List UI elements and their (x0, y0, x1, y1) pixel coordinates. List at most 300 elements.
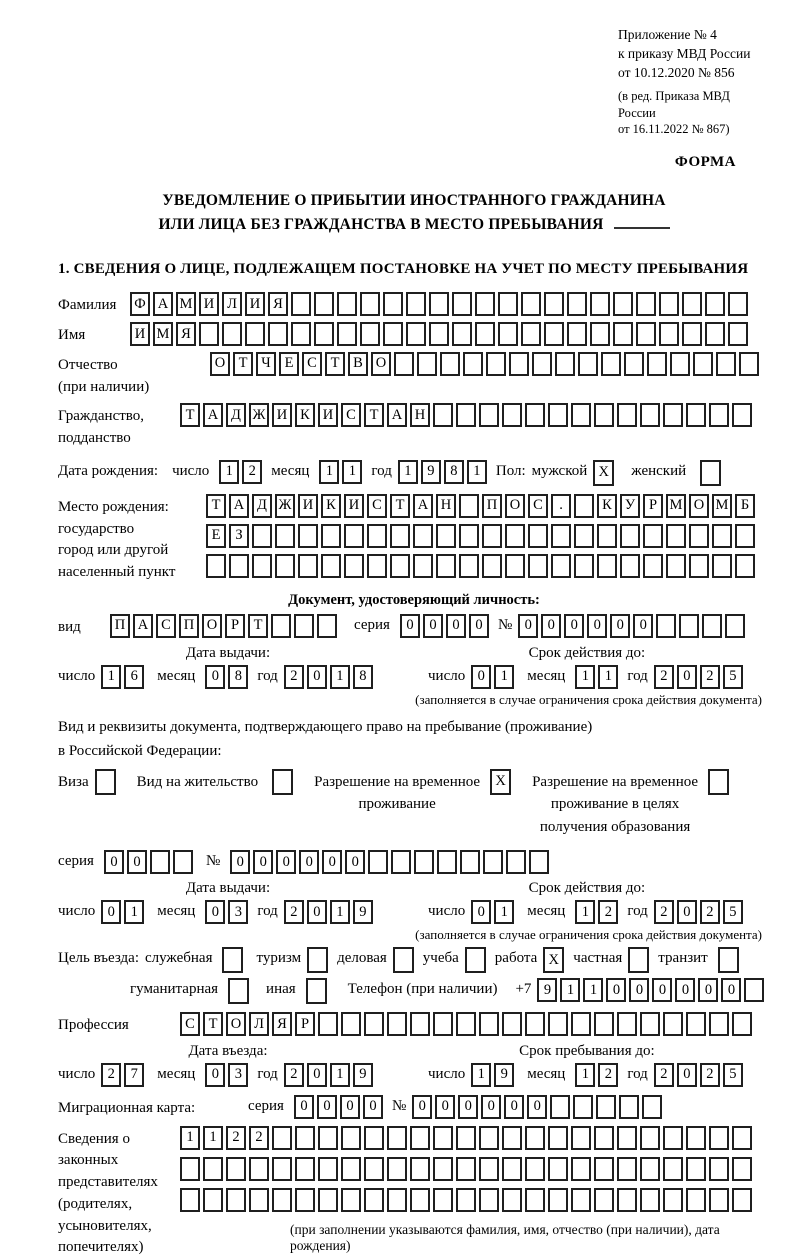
form-cell[interactable] (344, 554, 364, 578)
form-cell[interactable]: 2 (242, 460, 262, 484)
form-cell[interactable]: С (156, 614, 176, 638)
form-cell[interactable] (456, 1188, 476, 1212)
form-cell[interactable]: 2 (654, 665, 674, 689)
form-cell[interactable] (314, 322, 334, 346)
form-cell[interactable] (702, 614, 722, 638)
form-cell[interactable] (597, 554, 617, 578)
form-cell[interactable]: З (229, 524, 249, 548)
form-cell[interactable] (429, 322, 449, 346)
form-cell[interactable]: 1 (467, 460, 487, 484)
form-cell[interactable]: 0 (675, 978, 695, 1002)
form-cell[interactable] (452, 292, 472, 316)
form-cell[interactable]: И (318, 403, 338, 427)
form-cell[interactable]: 5 (723, 900, 743, 924)
form-cell[interactable] (548, 1012, 568, 1036)
form-cell[interactable] (475, 292, 495, 316)
form-cell[interactable] (364, 1012, 384, 1036)
form-cell[interactable] (275, 524, 295, 548)
form-cell[interactable]: 0 (610, 614, 630, 638)
form-cell[interactable]: Я (272, 1012, 292, 1036)
form-cell[interactable] (679, 614, 699, 638)
form-cell[interactable]: Т (325, 352, 345, 376)
form-cell[interactable] (459, 554, 479, 578)
form-cell[interactable]: 6 (124, 665, 144, 689)
form-cell[interactable] (337, 292, 357, 316)
form-cell[interactable]: О (202, 614, 222, 638)
form-cell[interactable] (252, 524, 272, 548)
form-cell[interactable]: М (176, 292, 196, 316)
form-cell[interactable]: П (110, 614, 130, 638)
form-cell[interactable] (693, 352, 713, 376)
form-cell[interactable] (550, 1095, 570, 1119)
form-cell[interactable] (686, 1157, 706, 1181)
form-cell[interactable] (555, 352, 575, 376)
form-cell[interactable] (390, 554, 410, 578)
form-cell[interactable]: 1 (560, 978, 580, 1002)
form-cell[interactable]: . (551, 494, 571, 518)
form-cell[interactable] (571, 1126, 591, 1150)
form-cell[interactable] (268, 322, 288, 346)
form-cell[interactable]: К (321, 494, 341, 518)
form-cell[interactable] (619, 1095, 639, 1119)
form-cell[interactable] (574, 524, 594, 548)
form-cell[interactable]: 1 (494, 900, 514, 924)
form-cell[interactable] (367, 554, 387, 578)
form-cell[interactable] (433, 1188, 453, 1212)
form-cell[interactable] (548, 403, 568, 427)
purpose-business-checkbox[interactable] (393, 947, 414, 973)
form-cell[interactable]: 0 (652, 978, 672, 1002)
form-cell[interactable]: 1 (330, 900, 350, 924)
purpose-tourism-checkbox[interactable] (307, 947, 328, 973)
form-cell[interactable] (203, 1188, 223, 1212)
form-cell[interactable] (617, 1157, 637, 1181)
form-cell[interactable] (318, 1157, 338, 1181)
form-cell[interactable]: А (229, 494, 249, 518)
form-cell[interactable]: 0 (677, 1063, 697, 1087)
form-cell[interactable] (486, 352, 506, 376)
form-cell[interactable] (483, 850, 503, 874)
form-cell[interactable] (712, 554, 732, 578)
form-cell[interactable]: 1 (124, 900, 144, 924)
form-cell[interactable]: 1 (342, 460, 362, 484)
form-cell[interactable] (482, 524, 502, 548)
form-cell[interactable] (528, 554, 548, 578)
form-cell[interactable]: И (130, 322, 150, 346)
form-cell[interactable] (551, 554, 571, 578)
form-cell[interactable]: 9 (353, 1063, 373, 1087)
form-cell[interactable] (744, 978, 764, 1002)
form-cell[interactable] (318, 1188, 338, 1212)
form-cell[interactable]: 0 (629, 978, 649, 1002)
form-cell[interactable] (318, 1012, 338, 1036)
form-cell[interactable]: 1 (330, 1063, 350, 1087)
form-cell[interactable] (666, 554, 686, 578)
form-cell[interactable]: 0 (322, 850, 342, 874)
form-cell[interactable] (689, 554, 709, 578)
form-cell[interactable]: 0 (435, 1095, 455, 1119)
form-cell[interactable] (295, 1126, 315, 1150)
form-cell[interactable] (709, 1012, 729, 1036)
form-cell[interactable] (360, 322, 380, 346)
form-cell[interactable]: 2 (249, 1126, 269, 1150)
form-cell[interactable]: И (272, 403, 292, 427)
form-cell[interactable] (643, 554, 663, 578)
form-cell[interactable]: О (505, 494, 525, 518)
form-cell[interactable]: И (199, 292, 219, 316)
form-cell[interactable] (341, 1157, 361, 1181)
form-cell[interactable] (705, 292, 725, 316)
form-cell[interactable] (387, 1157, 407, 1181)
form-cell[interactable]: 2 (284, 665, 304, 689)
form-cell[interactable]: 0 (307, 1063, 327, 1087)
form-cell[interactable] (663, 403, 683, 427)
form-cell[interactable]: Т (203, 1012, 223, 1036)
form-cell[interactable]: Т (248, 614, 268, 638)
form-cell[interactable]: М (153, 322, 173, 346)
form-cell[interactable] (739, 352, 759, 376)
form-cell[interactable] (383, 322, 403, 346)
form-cell[interactable] (249, 1188, 269, 1212)
form-cell[interactable] (640, 1188, 660, 1212)
form-cell[interactable] (613, 322, 633, 346)
form-cell[interactable]: 0 (205, 1063, 225, 1087)
form-cell[interactable] (479, 403, 499, 427)
form-cell[interactable]: 0 (317, 1095, 337, 1119)
form-cell[interactable] (709, 403, 729, 427)
form-cell[interactable]: 2 (598, 1063, 618, 1087)
form-cell[interactable] (567, 322, 587, 346)
form-cell[interactable] (291, 292, 311, 316)
form-cell[interactable]: Я (176, 322, 196, 346)
form-cell[interactable] (613, 292, 633, 316)
form-cell[interactable] (456, 1012, 476, 1036)
form-cell[interactable] (617, 1126, 637, 1150)
form-cell[interactable] (640, 1126, 660, 1150)
form-cell[interactable]: П (179, 614, 199, 638)
form-cell[interactable] (337, 322, 357, 346)
form-cell[interactable] (624, 352, 644, 376)
form-cell[interactable] (341, 1012, 361, 1036)
form-cell[interactable]: О (371, 352, 391, 376)
form-cell[interactable]: 0 (446, 614, 466, 638)
form-cell[interactable] (656, 614, 676, 638)
form-cell[interactable] (506, 850, 526, 874)
form-cell[interactable] (314, 292, 334, 316)
form-cell[interactable] (417, 352, 437, 376)
form-cell[interactable] (686, 1012, 706, 1036)
form-cell[interactable] (456, 1157, 476, 1181)
form-cell[interactable] (479, 1157, 499, 1181)
form-cell[interactable]: 9 (421, 460, 441, 484)
form-cell[interactable]: 1 (598, 665, 618, 689)
form-cell[interactable] (643, 524, 663, 548)
form-cell[interactable]: 0 (606, 978, 626, 1002)
temp-residence-checkbox[interactable]: X (490, 769, 511, 795)
form-cell[interactable]: П (482, 494, 502, 518)
form-cell[interactable]: Р (643, 494, 663, 518)
form-cell[interactable]: 0 (101, 900, 121, 924)
form-cell[interactable] (663, 1012, 683, 1036)
form-cell[interactable] (551, 524, 571, 548)
form-cell[interactable] (597, 524, 617, 548)
form-cell[interactable] (548, 1188, 568, 1212)
form-cell[interactable]: Е (279, 352, 299, 376)
form-cell[interactable]: 0 (481, 1095, 501, 1119)
form-cell[interactable]: 0 (205, 665, 225, 689)
form-cell[interactable]: 0 (677, 665, 697, 689)
form-cell[interactable]: Л (249, 1012, 269, 1036)
form-cell[interactable]: 9 (353, 900, 373, 924)
form-cell[interactable]: Ч (256, 352, 276, 376)
form-cell[interactable] (459, 494, 479, 518)
form-cell[interactable]: Ф (130, 292, 150, 316)
form-cell[interactable]: 1 (330, 665, 350, 689)
form-cell[interactable]: 8 (444, 460, 464, 484)
form-cell[interactable] (341, 1188, 361, 1212)
form-cell[interactable] (390, 524, 410, 548)
form-cell[interactable] (663, 1157, 683, 1181)
form-cell[interactable] (498, 292, 518, 316)
form-cell[interactable] (548, 1126, 568, 1150)
form-cell[interactable]: 0 (471, 900, 491, 924)
form-cell[interactable] (180, 1157, 200, 1181)
form-cell[interactable]: М (666, 494, 686, 518)
form-cell[interactable] (364, 1157, 384, 1181)
form-cell[interactable] (640, 1157, 660, 1181)
form-cell[interactable] (505, 524, 525, 548)
form-cell[interactable] (521, 292, 541, 316)
form-cell[interactable]: 1 (575, 900, 595, 924)
form-cell[interactable] (452, 322, 472, 346)
form-cell[interactable]: Т (206, 494, 226, 518)
form-cell[interactable]: Т (233, 352, 253, 376)
form-cell[interactable]: 2 (284, 900, 304, 924)
form-cell[interactable] (410, 1012, 430, 1036)
form-cell[interactable] (460, 850, 480, 874)
form-cell[interactable] (640, 403, 660, 427)
form-cell[interactable] (479, 1188, 499, 1212)
form-cell[interactable] (725, 614, 745, 638)
form-cell[interactable] (414, 850, 434, 874)
form-cell[interactable]: 2 (700, 665, 720, 689)
form-cell[interactable]: 1 (583, 978, 603, 1002)
form-cell[interactable] (571, 1012, 591, 1036)
purpose-other-checkbox[interactable] (306, 978, 327, 1004)
form-cell[interactable]: 0 (340, 1095, 360, 1119)
form-cell[interactable] (295, 1188, 315, 1212)
form-cell[interactable] (394, 352, 414, 376)
form-cell[interactable] (199, 322, 219, 346)
form-cell[interactable]: 0 (104, 850, 124, 874)
form-cell[interactable]: 2 (654, 1063, 674, 1087)
form-cell[interactable]: У (620, 494, 640, 518)
form-cell[interactable] (590, 322, 610, 346)
form-cell[interactable] (502, 403, 522, 427)
form-cell[interactable] (505, 554, 525, 578)
form-cell[interactable]: 1 (471, 1063, 491, 1087)
form-cell[interactable]: Л (222, 292, 242, 316)
form-cell[interactable] (252, 554, 272, 578)
form-cell[interactable] (180, 1188, 200, 1212)
form-cell[interactable]: 9 (494, 1063, 514, 1087)
form-cell[interactable] (459, 524, 479, 548)
form-cell[interactable] (574, 494, 594, 518)
form-cell[interactable]: 0 (698, 978, 718, 1002)
form-cell[interactable]: 5 (723, 1063, 743, 1087)
form-cell[interactable] (532, 352, 552, 376)
form-cell[interactable] (406, 292, 426, 316)
purpose-private-checkbox[interactable] (628, 947, 649, 973)
form-cell[interactable] (482, 554, 502, 578)
form-cell[interactable] (548, 1157, 568, 1181)
form-cell[interactable]: 1 (203, 1126, 223, 1150)
form-cell[interactable] (732, 1157, 752, 1181)
form-cell[interactable] (502, 1188, 522, 1212)
form-cell[interactable] (502, 1012, 522, 1036)
form-cell[interactable] (433, 1012, 453, 1036)
form-cell[interactable] (436, 554, 456, 578)
form-cell[interactable] (525, 403, 545, 427)
form-cell[interactable] (321, 554, 341, 578)
form-cell[interactable] (463, 352, 483, 376)
form-cell[interactable] (686, 403, 706, 427)
form-cell[interactable] (413, 524, 433, 548)
form-cell[interactable] (620, 524, 640, 548)
form-cell[interactable] (709, 1126, 729, 1150)
form-cell[interactable]: И (245, 292, 265, 316)
form-cell[interactable] (594, 1126, 614, 1150)
form-cell[interactable] (383, 292, 403, 316)
sex-male-checkbox[interactable]: X (593, 460, 614, 486)
form-cell[interactable] (318, 1126, 338, 1150)
form-cell[interactable] (456, 403, 476, 427)
form-cell[interactable]: 1 (398, 460, 418, 484)
form-cell[interactable]: 1 (494, 665, 514, 689)
form-cell[interactable] (298, 524, 318, 548)
form-cell[interactable]: 2 (284, 1063, 304, 1087)
form-cell[interactable]: 0 (471, 665, 491, 689)
form-cell[interactable]: 1 (575, 1063, 595, 1087)
form-cell[interactable]: 0 (423, 614, 443, 638)
form-cell[interactable] (368, 850, 388, 874)
form-cell[interactable] (222, 322, 242, 346)
form-cell[interactable]: А (203, 403, 223, 427)
form-cell[interactable] (291, 322, 311, 346)
form-cell[interactable] (709, 1157, 729, 1181)
form-cell[interactable] (410, 1157, 430, 1181)
form-cell[interactable] (344, 524, 364, 548)
form-cell[interactable]: 0 (276, 850, 296, 874)
form-cell[interactable]: 0 (518, 614, 538, 638)
form-cell[interactable] (249, 1157, 269, 1181)
form-cell[interactable]: Р (295, 1012, 315, 1036)
form-cell[interactable]: 0 (458, 1095, 478, 1119)
form-cell[interactable]: 2 (700, 1063, 720, 1087)
form-cell[interactable] (206, 554, 226, 578)
form-cell[interactable] (173, 850, 193, 874)
form-cell[interactable] (437, 850, 457, 874)
form-cell[interactable]: 0 (721, 978, 741, 1002)
form-cell[interactable]: 0 (230, 850, 250, 874)
form-cell[interactable] (617, 1188, 637, 1212)
form-cell[interactable]: 1 (180, 1126, 200, 1150)
form-cell[interactable] (571, 1188, 591, 1212)
form-cell[interactable]: 2 (654, 900, 674, 924)
form-cell[interactable] (571, 1157, 591, 1181)
form-cell[interactable] (617, 1012, 637, 1036)
form-cell[interactable]: 0 (633, 614, 653, 638)
form-cell[interactable] (594, 1012, 614, 1036)
purpose-work-checkbox[interactable]: X (543, 947, 564, 973)
form-cell[interactable]: 0 (345, 850, 365, 874)
form-cell[interactable]: А (153, 292, 173, 316)
form-cell[interactable] (571, 403, 591, 427)
form-cell[interactable]: 8 (353, 665, 373, 689)
form-cell[interactable]: 2 (101, 1063, 121, 1087)
form-cell[interactable] (245, 322, 265, 346)
form-cell[interactable] (659, 292, 679, 316)
form-cell[interactable] (226, 1157, 246, 1181)
form-cell[interactable] (596, 1095, 616, 1119)
residence-permit-checkbox[interactable] (272, 769, 293, 795)
form-cell[interactable] (321, 524, 341, 548)
form-cell[interactable] (686, 1126, 706, 1150)
form-cell[interactable] (429, 292, 449, 316)
form-cell[interactable]: 0 (587, 614, 607, 638)
form-cell[interactable] (456, 1126, 476, 1150)
form-cell[interactable]: С (367, 494, 387, 518)
form-cell[interactable]: О (226, 1012, 246, 1036)
form-cell[interactable]: Д (252, 494, 272, 518)
form-cell[interactable] (387, 1012, 407, 1036)
form-cell[interactable] (594, 1188, 614, 1212)
form-cell[interactable] (229, 554, 249, 578)
form-cell[interactable]: 0 (294, 1095, 314, 1119)
form-cell[interactable] (502, 1126, 522, 1150)
form-cell[interactable] (670, 352, 690, 376)
form-cell[interactable] (272, 1126, 292, 1150)
form-cell[interactable] (529, 850, 549, 874)
form-cell[interactable] (391, 850, 411, 874)
form-cell[interactable]: 1 (575, 665, 595, 689)
form-cell[interactable] (735, 554, 755, 578)
form-cell[interactable]: А (133, 614, 153, 638)
form-cell[interactable] (525, 1188, 545, 1212)
form-cell[interactable] (294, 614, 314, 638)
form-cell[interactable]: 0 (253, 850, 273, 874)
form-cell[interactable]: Е (206, 524, 226, 548)
form-cell[interactable] (728, 322, 748, 346)
form-cell[interactable] (226, 1188, 246, 1212)
form-cell[interactable] (341, 1126, 361, 1150)
form-cell[interactable] (732, 1012, 752, 1036)
form-cell[interactable] (728, 292, 748, 316)
form-cell[interactable] (594, 403, 614, 427)
form-cell[interactable]: 0 (527, 1095, 547, 1119)
form-cell[interactable] (640, 1012, 660, 1036)
form-cell[interactable] (521, 322, 541, 346)
form-cell[interactable] (525, 1126, 545, 1150)
form-cell[interactable]: 0 (307, 900, 327, 924)
form-cell[interactable] (475, 322, 495, 346)
form-cell[interactable]: 0 (363, 1095, 383, 1119)
form-cell[interactable] (642, 1095, 662, 1119)
form-cell[interactable]: 2 (700, 900, 720, 924)
form-cell[interactable] (479, 1126, 499, 1150)
form-cell[interactable]: Ж (275, 494, 295, 518)
form-cell[interactable] (712, 524, 732, 548)
